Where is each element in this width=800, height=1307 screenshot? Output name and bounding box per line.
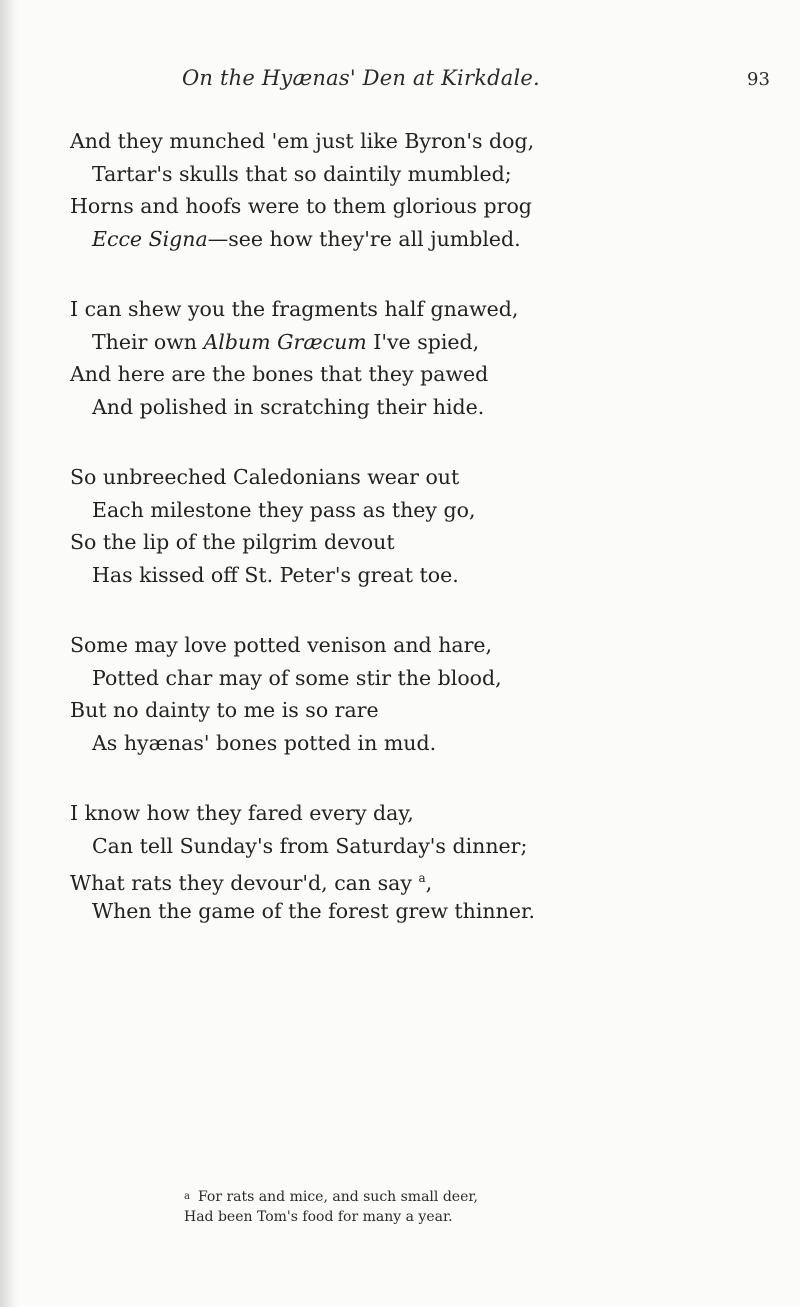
poem-line: Ecce Signa—see how they're all jumbled. — [92, 226, 521, 251]
poem-line: Has kissed off St. Peter's great toe. — [92, 562, 459, 587]
poem-line: And they munched 'em just like Byron's dog, — [70, 129, 535, 153]
poem-line: Tartar's skulls that so daintily mumbled; — [92, 161, 512, 186]
footnote-marker: a — [184, 1191, 190, 1202]
poem-line: Horns and hoofs were to them glorious prog — [70, 194, 532, 218]
poem-line: And here are the bones that they pawed — [70, 362, 489, 386]
italic-phrase: Album Græcum — [203, 329, 367, 354]
footnote-line: Had been Tom's food for many a year. — [184, 1209, 453, 1225]
poem-line: I can shew you the fragments half gnawed, — [70, 297, 519, 321]
stanza-2 — [70, 293, 790, 423]
poem-line: But no dainty to me is so rare — [70, 698, 379, 722]
page-header — [0, 66, 800, 102]
poem-line: I know how they fared every day, — [70, 801, 414, 825]
poem-line: Their own Album Græcum I've spied, — [92, 329, 480, 354]
stanza-3 — [70, 461, 790, 591]
stanza-1 — [70, 125, 790, 255]
poem-line: What rats they devour'd, can say $^a$, — [70, 871, 433, 895]
binding-shadow — [0, 0, 18, 1307]
stanza-4 — [70, 629, 790, 759]
poem-line: Can tell Sunday's from Saturday's dinner; — [92, 833, 528, 858]
poem-line: Each milestone they pass as they go, — [92, 497, 476, 522]
footnote — [184, 1187, 784, 1227]
poem-line: When the game of the forest grew thinner. — [92, 898, 536, 923]
stanza-5 — [70, 797, 790, 927]
poem-line: Potted char may of some stir the blood, — [92, 665, 502, 690]
poem-line: So unbreeched Caledonians wear out — [70, 465, 460, 489]
poem-line: And polished in scratching their hide. — [92, 394, 485, 419]
poem-line: As hyænas' bones potted in mud. — [92, 730, 437, 755]
poem-line: So the lip of the pilgrim devout — [70, 530, 395, 554]
footnote-reference: a — [418, 871, 426, 885]
poem-line: Some may love potted venison and hare, — [70, 633, 493, 657]
poem — [70, 125, 790, 965]
running-title: On the Hyænas' Den at Kirkdale. — [182, 66, 540, 90]
footnote-line: a For rats and mice, and such small deer, — [184, 1189, 478, 1205]
italic-phrase: Ecce Signa — [92, 226, 208, 251]
page-number: 93 — [747, 69, 770, 90]
